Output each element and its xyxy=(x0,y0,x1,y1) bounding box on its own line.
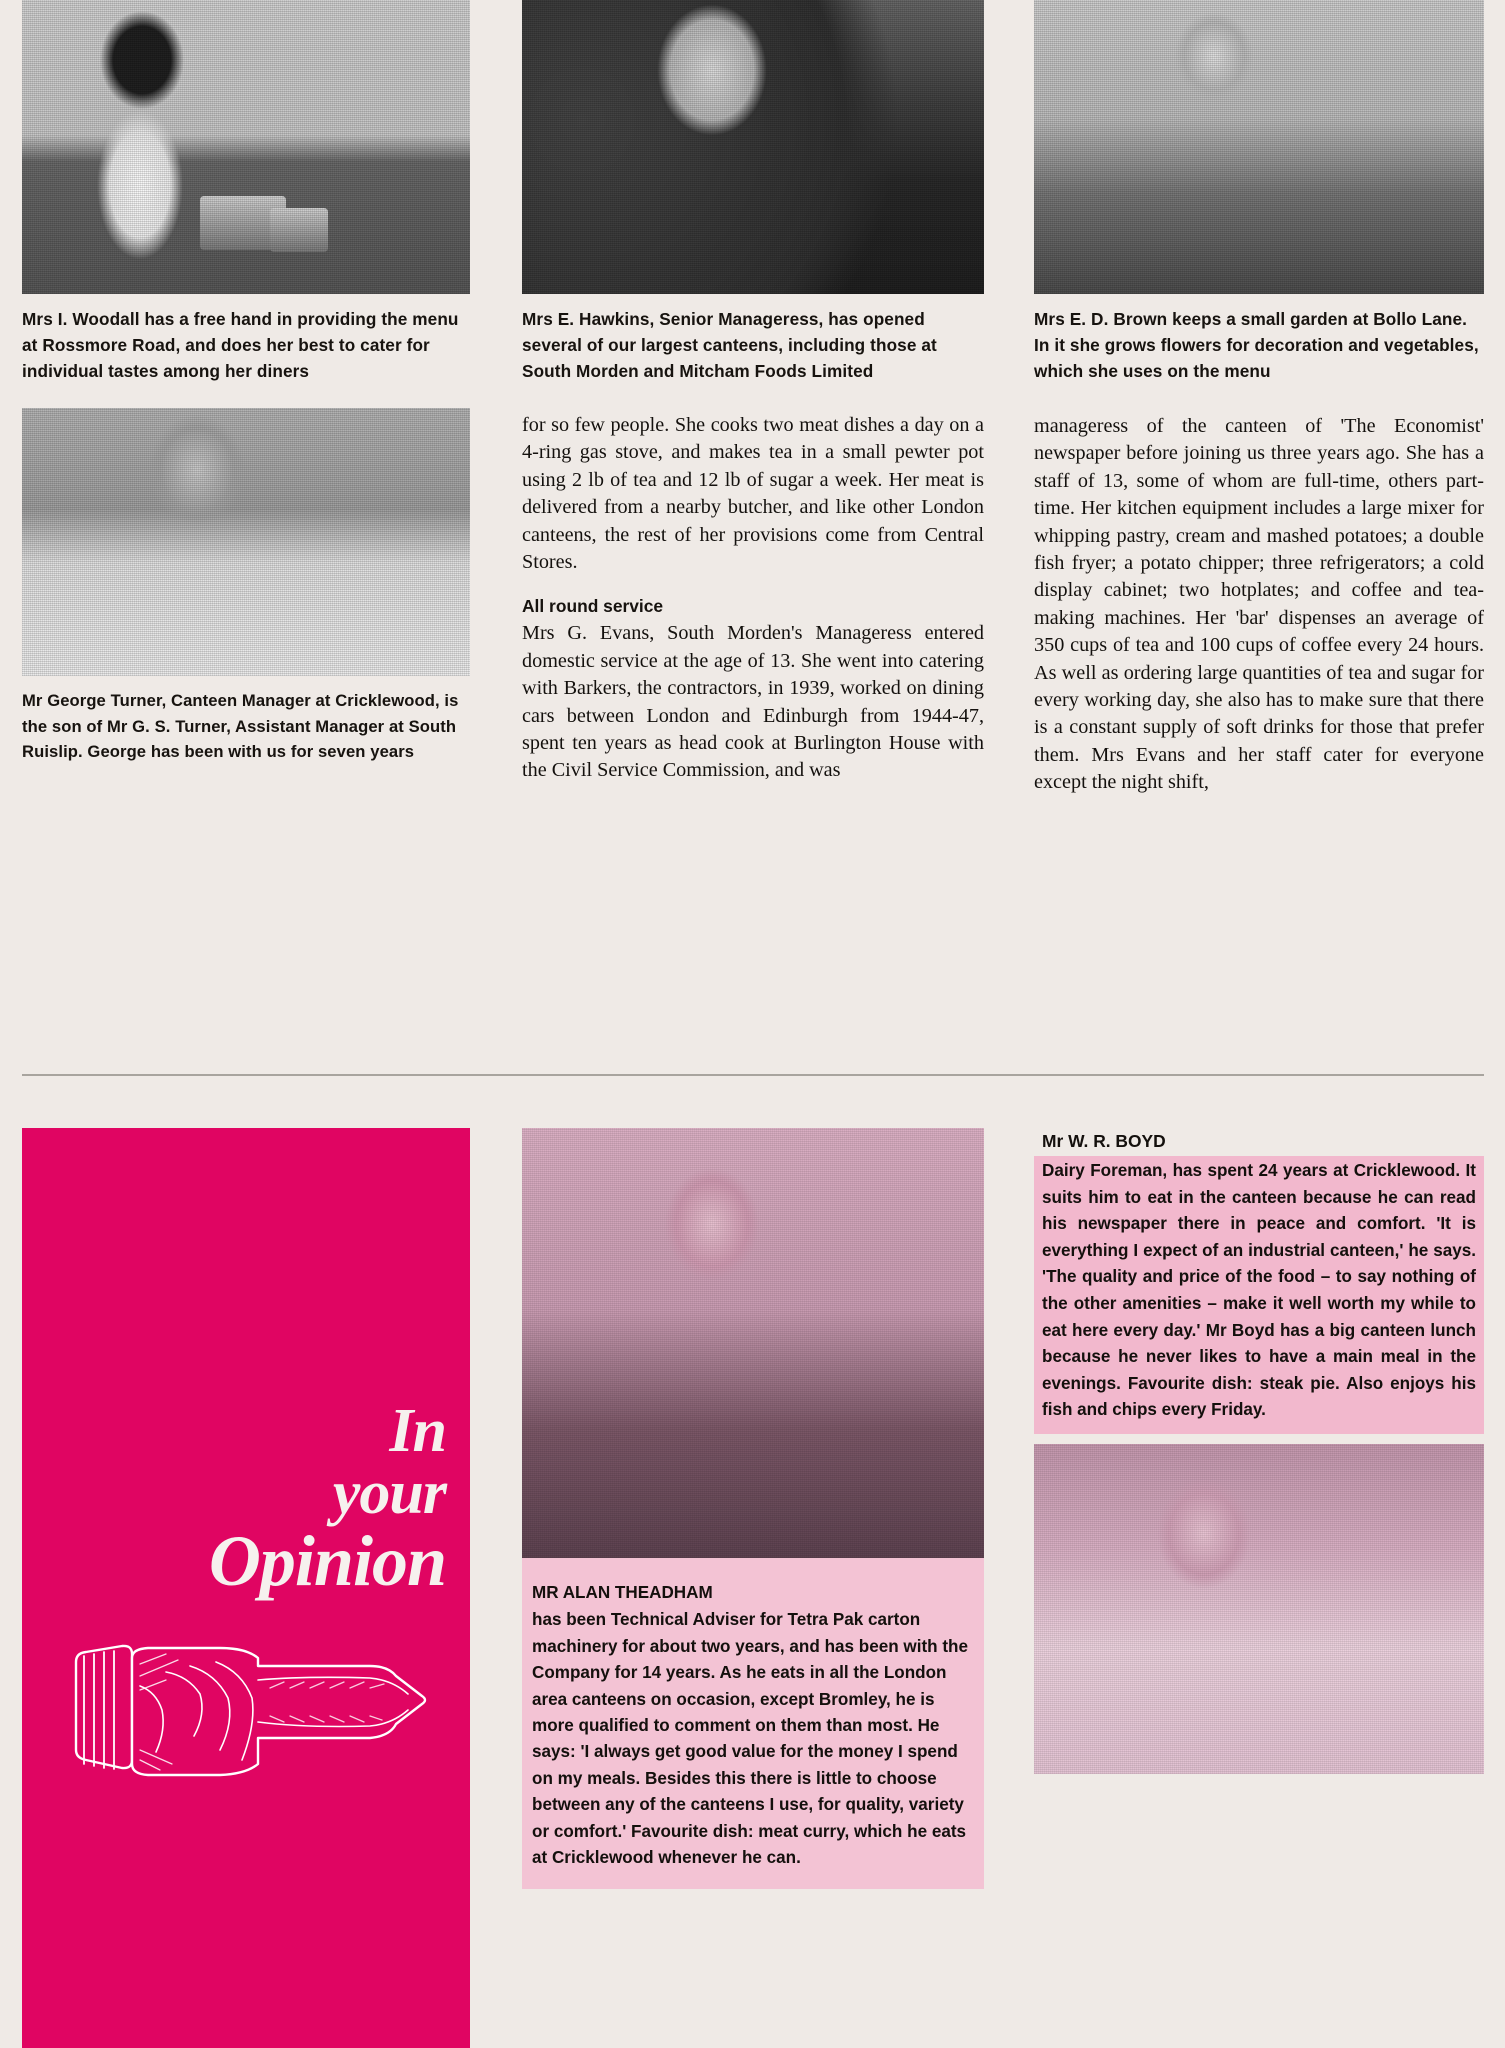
subhead-all-round-service: All round service xyxy=(522,596,664,617)
pointing-hand-icon xyxy=(70,1618,430,1783)
caption-turner: Mr George Turner, Canteen Manager at Cricklewood, is the son of Mr G. S. Turner, Assistant Manager at South Ruislip. George has been with us for seven years xyxy=(22,691,459,761)
theadham-text: has been Technical Adviser for Tetra Pak carton machinery for about two years, and has been with the Company for 14 years. As he eats in all the London area canteens on occasion, except Bromley, he is more qualified to comment on them than most. He says: 'I always get good value for the money I spend on my meals. Besides this there is little to choose between any of the canteens I use, for quality, variety or comfort.' Favourite dish: meat curry, which he eats at Cricklewood whenever he can. xyxy=(532,1610,968,1868)
photo-brown xyxy=(1034,0,1484,294)
body-column-middle xyxy=(522,412,984,785)
photo-theadham xyxy=(522,1128,984,1558)
caption-woodall: Mrs I. Woodall has a free hand in providing the menu at Rossmore Road, and does her best to cater for individual tastes among her diners xyxy=(22,309,459,381)
section-divider xyxy=(22,1074,1484,1076)
theadham-block xyxy=(522,1128,984,1889)
photo-woodall xyxy=(22,0,470,294)
paragraph-b1: for so few people. She cooks two meat dishes a day on a 4-ring gas stove, and makes tea in a small pewter pot using 2 lb of tea and 12 lb of sugar a week. Her meat is delivered from a nearby butcher, and like other London canteens, the rest of her provisions come from Central Stores. xyxy=(522,414,984,574)
feature-title-line-2: your xyxy=(332,1459,446,1527)
theadham-caption xyxy=(522,1580,984,1871)
photo-boyd xyxy=(1034,1444,1484,1774)
column-right xyxy=(1034,0,1484,797)
photo-hawkins xyxy=(522,0,984,294)
feature-title-line-1: In xyxy=(389,1397,446,1465)
paragraph-c1: manageress of the canteen of 'The Economist' newspaper before joining us three years ago. She has a staff of 13, some of whom are full-time, others part-time. Her kitchen equipment includes a large mixer for whipping pastry, cream and mashed potatoes; a double fish fryer; a potato chipper; three refrigerators; a cold display cabinet; two hotplates; and coffee and tea-making machines. Her 'bar' dispenses an average of 350 cups of tea and 100 cups of coffee every 24 hours. As well as ordering large quantities of tea and sugar for every working day, she also has to make sure that there is a constant supply of soft drinks for those that prefer them. Mrs Evans and her staff cater for everyone except the night shift, xyxy=(1034,415,1484,794)
column-middle xyxy=(522,0,984,785)
theadham-name: MR ALAN THEADHAM xyxy=(532,1583,713,1602)
caption-hawkins: Mrs E. Hawkins, Senior Manageress, has opened several of our largest canteens, including those at South Morden and Mitcham Foods Limited xyxy=(522,309,937,381)
in-your-opinion-panel xyxy=(22,1128,470,2048)
bottom-section xyxy=(22,1128,1484,2028)
body-column-right xyxy=(1034,413,1484,797)
top-section xyxy=(22,0,1484,1055)
column-left xyxy=(22,0,470,765)
feature-title-line-3: Opinion xyxy=(208,1521,446,1601)
feature-title xyxy=(208,1397,446,1601)
boyd-text: Dairy Foreman, has spent 24 years at Cricklewood. It suits him to eat in the canteen because he can read his newspaper there in peace and comfort. 'It is everything I expect of an industrial canteen,' he says. 'The quality and price of the food – to say nothing of the other amenities – make it well worth my while to eat here every day.' Mr Boyd has a big canteen lunch because he never likes to have a main meal in the evenings. Favourite dish: steak pie. Also enjoys his fish and chips every Friday. xyxy=(1034,1156,1484,1434)
boyd-block xyxy=(1034,1128,1484,1774)
paragraph-b2: Mrs G. Evans, South Morden's Manageress entered domestic service at the age of 13. She went into catering with Barkers, the contractors, in 1939, worked on dining cars between London and Edinburgh from 1944-47, spent ten years as head cook at Burlington House with the Civil Service Commission, and was xyxy=(522,622,984,782)
boyd-name: Mr W. R. BOYD xyxy=(1034,1128,1484,1156)
photo-turner xyxy=(22,408,470,676)
caption-brown: Mrs E. D. Brown keeps a small garden at Bollo Lane. In it she grows flowers for decoration and vegetables, which she uses on the menu xyxy=(1034,309,1479,381)
theadham-caption-panel xyxy=(522,1558,984,1889)
